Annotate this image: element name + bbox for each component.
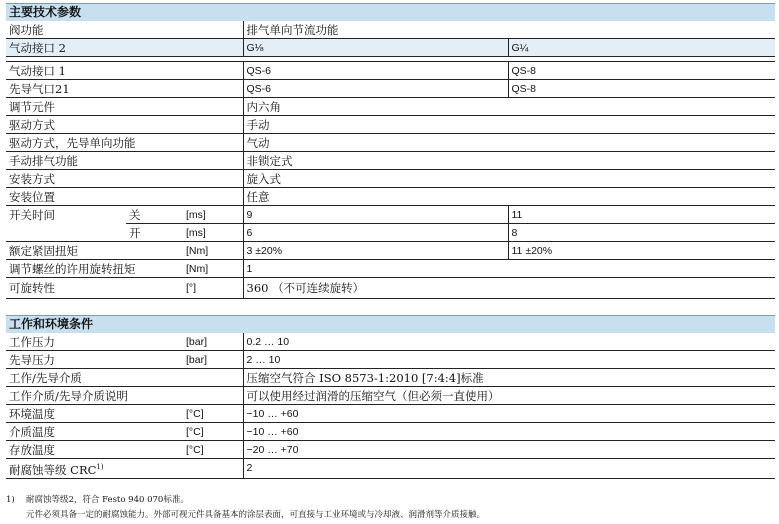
screw-torque-unit: [Nm] [183,260,243,278]
switch-open-label: 开 [126,224,183,242]
footnote-mark: 1) [6,495,15,505]
torque-value-1: 3 ±20% [243,242,508,260]
table-row [6,188,775,206]
mount-label: 安装方式 [6,170,243,188]
footnote-line-2: 元件必须具备一定的耐腐蚀能力。外部可视元件具备基本的涂层表面，可直接与工业环境或与冷却液、润滑剂等介质接触。 [26,510,486,520]
rotation-value: 360 （不可连续旋转） [243,278,775,299]
switch-open-value-2: 8 [508,224,775,242]
table-row [6,206,775,224]
storage-temp-unit: [°C] [183,441,243,459]
pressure-value: 0.2 … 10 [243,333,775,351]
pilot-pressure-value: 2 … 10 [243,351,775,369]
position-value: 任意 [243,188,775,206]
switch-close-value-2: 11 [508,206,775,224]
torque-label: 额定紧固扭矩 [6,242,183,260]
switch-close-label: 关 [126,206,183,224]
drive-value: 手动 [243,116,775,134]
drive-label: 驱动方式 [6,116,243,134]
table-row [6,98,775,116]
drive-pilot-value: 气动 [243,134,775,152]
drive-pilot-label: 驱动方式，先导单向功能 [6,134,243,152]
table-row [6,387,775,405]
port1-value-1: QS-6 [243,62,508,80]
port2-value-1: G⅛ [243,39,508,57]
table-row [6,21,775,39]
table-row [6,62,775,80]
table-row [6,260,775,278]
switch-close-unit: [ms] [183,206,237,224]
screw-torque-label: 调节螺丝的许用旋转扭矩 [6,260,183,278]
footnote [6,493,485,523]
torque-value-2: 11 ±20% [508,242,775,260]
table-row [6,80,775,98]
crc-label-cell [6,459,243,479]
manual-exhaust-value: 非锁定式 [243,152,775,170]
tech-table [6,21,775,299]
table-row [6,333,775,351]
table-row [6,134,775,152]
screw-torque-value: 1 [243,260,775,278]
valve-function-value: 排气单向节流功能 [243,21,775,39]
ambient-temp-value: −10 … +60 [243,405,775,423]
medium-value: 压缩空气符合 ISO 8573-1:2010 [7:4:4]标准 [243,369,775,387]
table-row [6,369,775,387]
pilot-pressure-unit: [bar] [183,351,243,369]
crc-footnote-ref: 1) [96,463,104,471]
switch-close-value-1: 9 [243,206,508,224]
ambient-temp-label: 环境温度 [6,405,183,423]
table-row [6,351,775,369]
table-row [6,152,775,170]
mount-value: 旋入式 [243,170,775,188]
valve-function-label: 阀功能 [6,21,243,39]
tech-section-title: 主要技术参数 [6,3,775,21]
table-row [6,459,775,479]
ambient-temp-unit: [°C] [183,405,243,423]
storage-temp-label: 存放温度 [6,441,183,459]
crc-value: 2 [243,459,775,479]
switch-open-unit: [ms] [183,224,237,242]
rotation-label: 可旋转性 [6,278,183,299]
medium-note-value: 可以使用经过润滑的压缩空气（但必须一直使用） [243,387,775,405]
medium-note-label: 工作介质/先导介质说明 [6,387,243,405]
storage-temp-value: −20 … +70 [243,441,775,459]
rotation-unit: [°] [183,278,243,299]
position-label: 安装位置 [6,188,243,206]
crc-label: 耐腐蚀等级 CRC [9,462,97,477]
table-row [6,278,775,299]
pilot21-label: 先导气口21 [6,80,243,98]
env-table [6,333,775,479]
switch-open-value-1: 6 [243,224,508,242]
medium-temp-unit: [°C] [183,423,243,441]
table-row [6,242,775,260]
medium-temp-label: 介质温度 [6,423,183,441]
pressure-label: 工作压力 [6,333,183,351]
adjust-label: 调节元件 [6,98,243,116]
pilot21-value-1: QS-6 [243,80,508,98]
table-row [6,39,775,57]
port1-value-2: QS-8 [508,62,775,80]
adjust-value: 内六角 [243,98,775,116]
port1-label: 气动接口 1 [6,62,243,80]
pilot21-value-2: QS-8 [508,80,775,98]
torque-unit: [Nm] [183,242,243,260]
pilot-pressure-label: 先导压力 [6,351,183,369]
env-section-title: 工作和环境条件 [6,315,775,333]
medium-label: 工作/先导介质 [6,369,243,387]
pressure-unit: [bar] [183,333,243,351]
manual-exhaust-label: 手动排气功能 [6,152,243,170]
table-row [6,405,775,423]
table-row [6,441,775,459]
table-row [6,224,775,242]
medium-temp-value: −10 … +60 [243,423,775,441]
tech-section [6,3,775,299]
footnote-line-1: 耐腐蚀等级2，符合 Festo 940 070标准。 [26,495,189,505]
table-row [6,423,775,441]
port2-value-2: G¼ [508,39,775,57]
switch-time-label: 开关时间 [9,207,55,222]
port2-label: 气动接口 2 [6,39,243,57]
env-section [6,315,775,479]
table-row [6,116,775,134]
table-row [6,170,775,188]
